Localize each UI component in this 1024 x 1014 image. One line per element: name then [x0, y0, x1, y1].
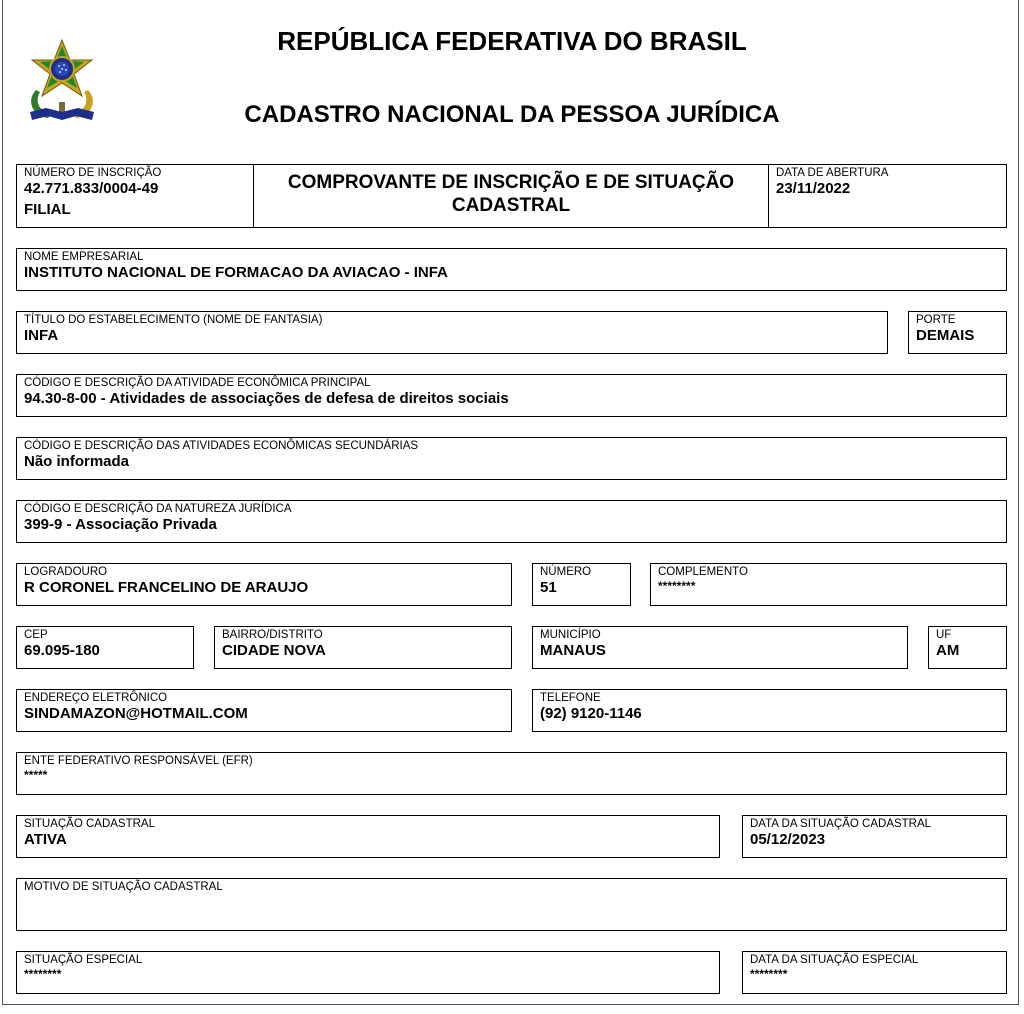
abertura-label: DATA DE ABERTURA	[776, 167, 889, 179]
cnpj-value: 42.771.833/0004-49	[24, 180, 159, 197]
field-label: SITUAÇÃO CADASTRAL	[24, 818, 155, 830]
nome-empresarial-value: INSTITUTO NACIONAL DE FORMACAO DA AVIACAO - INFA	[24, 264, 448, 281]
numero-box	[532, 563, 631, 606]
doc-title-box	[253, 164, 769, 228]
data-situacao-value: 05/12/2023	[750, 831, 826, 848]
complemento-value: ********	[658, 579, 696, 593]
nome-empresarial-box	[16, 248, 1007, 291]
field-label: NÚMERO	[540, 566, 592, 578]
efr-value: *****	[24, 768, 48, 782]
email-box	[16, 689, 512, 732]
email-value: SINDAMAZON@HOTMAIL.COM	[24, 705, 248, 722]
field-label: MOTIVO DE SITUAÇÃO CADASTRAL	[24, 881, 223, 893]
field-label: CEP	[24, 629, 48, 641]
motivo-box	[16, 878, 1007, 931]
municipio-box	[532, 626, 908, 669]
uf-value: AM	[936, 642, 960, 659]
atividades-secundarias-box	[16, 437, 1007, 480]
field-label: DATA DA SITUAÇÃO ESPECIAL	[750, 954, 919, 966]
field-label: SITUAÇÃO ESPECIAL	[24, 954, 143, 966]
situacao-box	[16, 815, 720, 858]
field-label: MUNICÍPIO	[540, 629, 601, 641]
cep-box	[16, 626, 194, 669]
bairro-box	[214, 626, 512, 669]
atividades-secundarias-value: Não informada	[24, 453, 130, 470]
doc-title-line1: COMPROVANTE DE INSCRIÇÃO E DE SITUAÇÃO	[287, 172, 735, 193]
titulo-box	[16, 311, 888, 354]
atividade-principal-value: 94.30-8-00 - Atividades de associações de defesa de direitos sociais	[24, 390, 509, 407]
field-label: BAIRRO/DISTRITO	[222, 629, 323, 641]
field-label: PORTE	[916, 314, 956, 326]
telefone-value: (92) 9120-1146	[540, 705, 642, 722]
situacao-especial-value: ********	[24, 967, 62, 981]
field-label: TELEFONE	[540, 692, 601, 704]
field-label: CÓDIGO E DESCRIÇÃO DA ATIVIDADE ECONÔMICA PRINCIPAL	[24, 377, 371, 389]
situacao-value: ATIVA	[24, 831, 67, 848]
logradouro-value: R CORONEL FRANCELINO DE ARAUJO	[24, 579, 309, 596]
atividade-principal-box	[16, 374, 1007, 417]
porte-box	[908, 311, 1007, 354]
field-label: DATA DA SITUAÇÃO CADASTRAL	[750, 818, 932, 830]
field-label: UF	[936, 629, 952, 641]
field-label: TÍTULO DO ESTABELECIMENTO (NOME DE FANTASIA)	[24, 314, 323, 326]
logradouro-box	[16, 563, 512, 606]
doc-title-line2: CADASTRAL	[451, 195, 571, 216]
cep-value: 69.095-180	[24, 642, 100, 659]
field-label: CÓDIGO E DESCRIÇÃO DA NATUREZA JURÍDICA	[24, 503, 292, 515]
natureza-juridica-value: 399-9 - Associação Privada	[24, 516, 217, 533]
data-situacao-especial-box	[742, 951, 1007, 994]
tipo-value: FILIAL	[24, 201, 71, 218]
field-label: NOME EMPRESARIAL	[24, 251, 144, 263]
field-label: COMPLEMENTO	[658, 566, 748, 578]
telefone-box	[532, 689, 1007, 732]
complemento-box	[650, 563, 1007, 606]
uf-box	[928, 626, 1007, 669]
field-label: LOGRADOURO	[24, 566, 108, 578]
porte-value: DEMAIS	[916, 327, 975, 344]
field-label: CÓDIGO E DESCRIÇÃO DAS ATIVIDADES ECONÔMICAS SECUNDÁRIAS	[24, 440, 419, 452]
field-label: ENDEREÇO ELETRÔNICO	[24, 692, 168, 704]
numero-value: 51	[540, 579, 557, 596]
efr-box	[16, 752, 1007, 795]
data-situacao-especial-value: ********	[750, 967, 788, 981]
bairro-value: CIDADE NOVA	[222, 642, 326, 659]
inscricao-box	[16, 164, 254, 228]
field-label: ENTE FEDERATIVO RESPONSÁVEL (EFR)	[24, 755, 253, 767]
registry-title: CADASTRO NACIONAL DA PESSOA JURÍDICA	[244, 101, 780, 128]
natureza-juridica-box	[16, 500, 1007, 543]
municipio-value: MANAUS	[540, 642, 606, 659]
titulo-value: INFA	[24, 327, 59, 344]
inscricao-label: NÚMERO DE INSCRIÇÃO	[24, 167, 162, 179]
country-title: REPÚBLICA FEDERATIVA DO BRASIL	[277, 26, 747, 56]
data-situacao-box	[742, 815, 1007, 858]
abertura-box	[768, 164, 1007, 228]
situacao-especial-box	[16, 951, 720, 994]
abertura-value: 23/11/2022	[776, 180, 851, 197]
